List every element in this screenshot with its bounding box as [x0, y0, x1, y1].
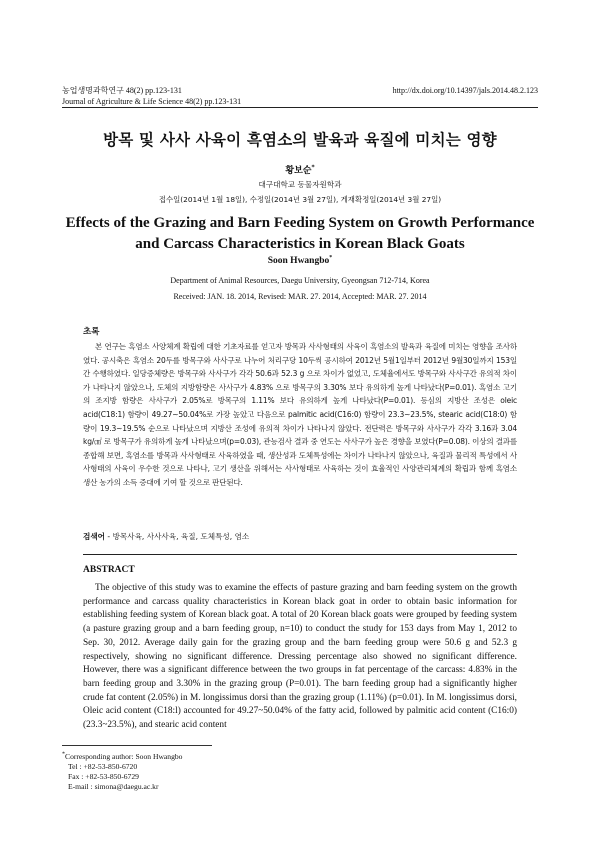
header-divider	[62, 107, 538, 108]
korean-author-mark: *	[311, 164, 315, 171]
korean-abstract: 본 연구는 흑염소 사양체계 확립에 대한 기초자료를 얻고자 방목과 사사형태의 사육이 흑염소의 발육과 육질에 미치는 영향을 조사하였다. 공시축은 흑염소 20두를 방목구와 사사구로 나누어 처리구당 10두씩 공시하여 2012년 5월1일부터 2012년 9월30일까지 153일간 수행하였다. 일당증체량은 방목구와 사사구가 각각 50.6과 52.3 g 으로 차이가 없었고, 도체율에서도 방목구와 사사구간 유의적 차이가 나타나지 않았으나, 도체의 지방함량은 사사구가 4.83% 으로 방목구의 3.30% 보다 유의하게 높게 나타났다(P=0.01). 흑염소 고기의 조지방 함량은 사사구가 2.05%로 방목구의 1.11% 보다 유의하게 높게 나타났다(P=0.01). 등심의 지방산 조성은 oleic acid(C18:1) 함량이 49.27~50.04%로 가장 높았고 다음으로 palmitic acid(C16:0) 함량이 23.3~23.5%, stearic acid(C18:0) 함량이 19.3~19.5% 순으로 나타났으며 지방산 조성에 유의적 차이가 나타나지 않았다. 전단력은 방목구와 사사구가 각각 3.16과 3.04 kg/㎠ 로 방목구가 유의하게 높게 나타났으며(p=0.03), 관능검사 결과 중 연도는 사사구가 높은 경향을 보였다(P=0.08). 이상의 결과를 종합해 보면, 흑염소를 방목과 사사형태로 사육하였을 때, 생산성과 도체특성에는 차이가 나타나지 않았으나, 육질과 물리적 특성에서 사사형태의 사육이 우수한 것으로 나타나, 고기 생산을 위해서는 사사형태로 사육하는 것이 효율적인 사양관리체계의 확립과 함께 흑염소 생산 농가의 소득 증대에 기여 할 것으로 판단된다.	[83, 342, 517, 487]
english-affiliation: Department of Animal Resources, Daegu University, Gyeongsan 712-714, Korea	[170, 276, 430, 285]
corresponding-author: Corresponding author: Soon Hwangbo	[65, 752, 183, 761]
english-abstract-heading: ABSTRACT	[83, 565, 135, 575]
english-abstract: The objective of this study was to examine the effects of pasture grazing and barn feeding system on the growth performance and carcass quality characteristics in Korean black goat in order to obtain basic information for establishing feeding system of Korean black goat. A total of 20 Korean black goats were grouped by feeding system (a pasture grazing group and a barn feeding group, n=10) to conduct the study for 153 days from May 1, 2012 to Sep. 30, 2012. Average daily gain for the grazing group and the barn feeding group were 50.6 g and 52.3 g respectively, showing no significant difference. Dressing percentage also showed no significant difference. However, there was a significant difference between the two groups in fat percentage of the carcass: 4.83% in the barn feeding group and 3.30% in the grazing group (P=0.01). The barn feeding group had a significantly higher crude fat content (2.05%) in M. longissimus dorsi than the grazing group (1.11%) (p=0.01). In M. longissimus dorsi, Oleic acid content (C18:l) accounted for 49.27~50.04% of the fatty acid, followed by palmitic acid content (C16:0) (23.3~23.5%), and stearic acid content	[83, 583, 517, 731]
footnote-fax: Fax : +82-53-850-6729	[68, 772, 139, 781]
footnote-tel: Tel : +82-53-850-6720	[68, 762, 138, 771]
english-author-mark: *	[329, 254, 333, 261]
english-title-line-2: and Carcass Characteristics in Korean Black Goats	[135, 236, 465, 252]
korean-abstract-heading: 초록	[83, 327, 100, 337]
footnote-mark: *	[62, 751, 65, 758]
keywords-list: - 방목사육, 사사사육, 육질, 도체특성, 염소	[105, 532, 250, 541]
doi-link[interactable]: http://dx.doi.org/10.14397/jals.2014.48.2.123	[392, 86, 538, 95]
journal-citation-en: Journal of Agriculture & Life Science 48(2) pp.123-131	[62, 97, 242, 106]
korean-author	[40, 163, 560, 176]
section-divider	[83, 554, 517, 555]
korean-author-name: 황보순	[285, 166, 312, 176]
english-author-name: Soon Hwangbo	[267, 256, 330, 266]
footnote-corresponding	[62, 752, 182, 762]
english-title-line-1: Effects of the Grazing and Barn Feeding System on Growth Performance	[65, 215, 535, 231]
english-author	[40, 256, 560, 266]
english-dates: Received: JAN. 18. 2014, Revised: MAR. 27. 2014, Accepted: MAR. 27. 2014	[173, 292, 427, 301]
korean-dates: 접수일(2014년 1월 18일), 수정일(2014년 3월 27일), 게재확정일(2014년 3월 27일)	[158, 195, 442, 204]
footnote-email[interactable]: E-mail : simona@daegu.ac.kr	[68, 782, 159, 791]
korean-affiliation: 대구대학교 동물자원학과	[258, 180, 342, 189]
keywords-label: 검색어	[83, 532, 106, 541]
korean-title: 방목 및 사사 사육이 흑염소의 발육과 육질에 미치는 영향	[103, 131, 497, 149]
journal-header-line-en	[62, 97, 538, 107]
footnote-divider	[62, 745, 212, 746]
korean-keywords	[83, 531, 517, 542]
journal-citation-kr: 농업생명과학연구 48(2) pp.123-131	[62, 86, 182, 95]
english-title	[40, 213, 560, 255]
journal-header-line	[62, 86, 538, 96]
